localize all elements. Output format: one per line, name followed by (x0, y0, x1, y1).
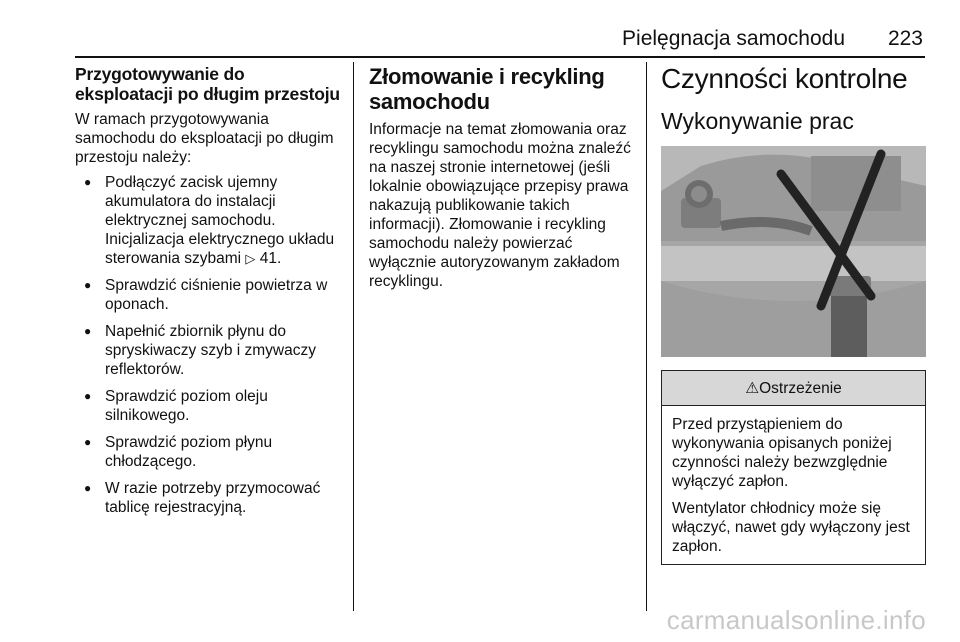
warning-title: Ostrzeżenie (759, 380, 842, 397)
subheading-works: Wykonywanie prac (661, 108, 854, 134)
list-item (75, 479, 343, 517)
page-reference: 41. (259, 250, 282, 267)
preparation-intro: W ramach przygotowywania samochodu do eksploatacji po długim przestoju należy: (75, 111, 334, 166)
warning-body (662, 406, 925, 564)
list-item (75, 433, 343, 471)
warning-box (661, 370, 926, 565)
list-item-text: Sprawdzić poziom oleju silnikowego. (105, 388, 268, 424)
warning-paragraph-fan: Wentylator chłodnicy może się włączyć, nawet gdy wyłączony jest zapłon. (672, 500, 910, 555)
column-preparation (75, 64, 343, 525)
list-item (75, 387, 343, 425)
list-item (75, 322, 343, 379)
list-item-text: Sprawdzić ciśnienie powietrza w oponach. (105, 277, 328, 313)
warning-header (662, 371, 925, 406)
engine-bay-photo (661, 146, 926, 357)
column-divider-left (353, 62, 354, 611)
recycling-body: Informacje na temat złomowania oraz recyklingu samochodu można znaleźć na naszej stronie internetowej (jeśli lokalnie obowiązujące przepisy prawa nakazują publikowanie takich informacji). Złomowanie i recykling samochodu należy powierzać wyłącznie autoryzowanym zakładom recyklingu. (369, 121, 631, 290)
preparation-list (75, 173, 343, 517)
watermark: carmanualsonline.info (666, 605, 926, 635)
page-reference-arrow-icon: ▷ (245, 251, 256, 266)
list-item-text: Napełnić zbiornik płynu do spryskiwaczy szyb i zmywaczy reflektorów. (105, 323, 316, 378)
page-header-title: Pielęgnacja samochodu (622, 27, 845, 50)
list-item (75, 276, 343, 314)
page-number: 223 (887, 27, 923, 50)
section-heading-preparation: Przygotowywanie do eksploatacji po długim przestoju (75, 64, 340, 104)
header-divider (75, 56, 925, 58)
section-heading-recycling: Złomowanie i recykling samochodu (369, 64, 605, 114)
warning-triangle-icon: ⚠ (745, 380, 760, 397)
list-item-text: Sprawdzić poziom płynu chłodzącego. (105, 434, 273, 470)
column-divider-right (646, 62, 647, 611)
section-heading-checks: Czynności kontrolne (661, 63, 908, 94)
list-item-text: Podłączyć zacisk ujemny akumulatora do instalacji elektrycznej samochodu. Inicjalizacja elektrycznego układu sterowania szybami (105, 174, 335, 267)
column-recycling (369, 64, 637, 291)
list-item-text: W razie potrzeby przymocować tablicę rejestracyjną. (105, 480, 321, 516)
warning-paragraph-ignition: Przed przystąpieniem do wykonywania opisanych poniżej czynności należy bezwzględnie wyłączyć zapłon. (672, 416, 892, 490)
list-item (75, 173, 343, 268)
column-checks (661, 64, 926, 565)
